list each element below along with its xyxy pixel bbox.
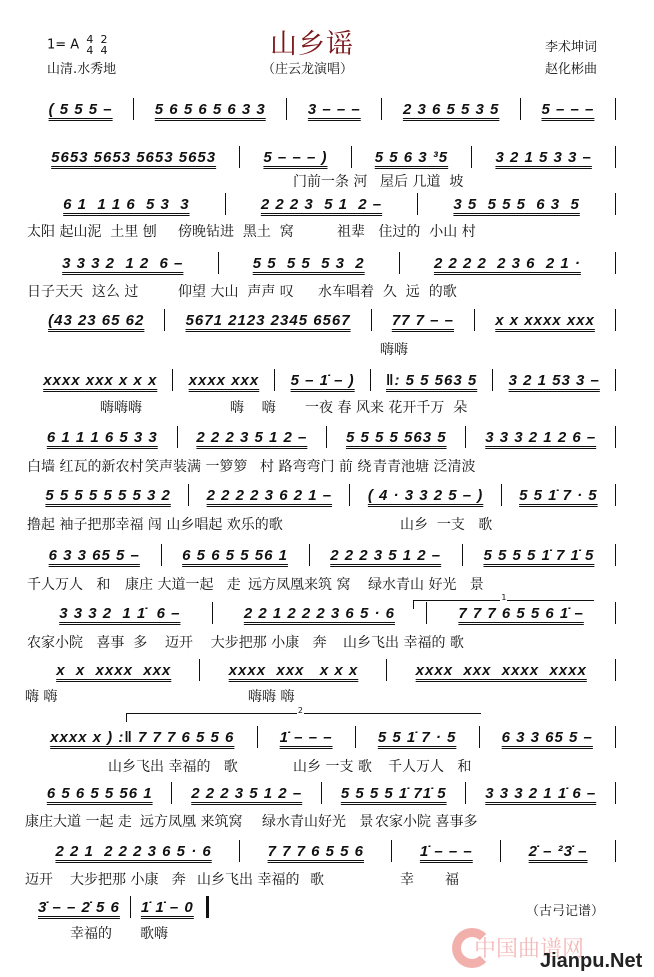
- lyric-segment: 远方凤凰来筑 窝: [248, 577, 351, 593]
- measure: 2 2 2 3 5 1 2 –: [191, 784, 303, 802]
- lyric-segment: 山乡飞出 幸福的 歌: [108, 759, 238, 775]
- volta-number: 2: [297, 706, 303, 715]
- notation-line: [28, 146, 616, 168]
- lyric-segment: 太阳 起山泥 土里 刨: [27, 224, 157, 240]
- lyric-segment: 大步把那 小康 奔: [70, 872, 186, 888]
- measure: 7 7 7 6 5 5 6: [267, 842, 364, 860]
- measure: 2 2 2 2 3 6 2 1 –: [206, 486, 333, 504]
- measure: x x xxxx xxx: [56, 661, 172, 679]
- measure: 6 3 3 65 5 –: [48, 546, 140, 564]
- measure: 6 1 1 1 6 5 3 3: [63, 195, 190, 213]
- measure: 77 7 – –: [391, 311, 455, 329]
- final-barline: [206, 896, 209, 918]
- measure: 1̇ – – –: [279, 728, 333, 746]
- composer: 赵化彬曲: [545, 62, 598, 77]
- lyric-segment: 白墙 红瓦的新农村: [27, 459, 144, 475]
- song-title: 山乡谣: [270, 29, 354, 60]
- measure: 1̇ 1̇ – 0: [140, 898, 194, 916]
- notation-line: [28, 252, 616, 274]
- measure: 2̇ – ²3̇ –: [528, 842, 588, 860]
- key-label: 1= A: [47, 37, 80, 53]
- measure: 2 2 2 3 5 1 2 –: [196, 428, 308, 446]
- measure: xxxx xxx x x x: [228, 661, 359, 679]
- measure: xxxx x ) :‖ 7 7 7 6 5 5 6: [50, 728, 235, 746]
- barline: [615, 782, 616, 804]
- measure: ( 4 · 3 3 2 5 – ): [367, 486, 484, 504]
- measure: 5 – 1̇ – ): [290, 371, 355, 389]
- watermark-cn: 中国曲谱网: [474, 937, 585, 962]
- lyric-segment: 山乡飞出 幸福的 歌: [343, 635, 464, 651]
- measure: 5 6 5 6 5 6 3 3: [154, 100, 266, 118]
- barline: [615, 726, 616, 748]
- barline: [615, 309, 616, 331]
- measure: 6 5 6 5 5 56 1: [46, 784, 153, 802]
- measure: 3 3 3 2 1 1̇ 6 –: [59, 604, 181, 622]
- measure: 5 5 5 5 1̇ 71̇ 5: [340, 784, 447, 802]
- lyric-segment: 嗨嗨: [380, 342, 408, 358]
- measure: xxxx xxx: [188, 371, 260, 389]
- barline: [615, 426, 616, 448]
- measure: 7 7 7 6 5 5 6 1̇ –: [458, 604, 584, 622]
- lyric-segment: 村 路弯弯门 前 绕: [260, 459, 372, 475]
- measure: 3 3 3 2 1 2 6 –: [485, 428, 597, 446]
- measure: 5 5 5 5 5 3 2: [252, 254, 365, 272]
- barline: [615, 146, 616, 168]
- measure: 5 5 5 5 5 5 5 3 2: [45, 486, 171, 504]
- time-sig-bottom: 4: [86, 44, 94, 57]
- measure: 3 3 3 2 1 1̇ 6 –: [485, 784, 597, 802]
- barline: [615, 369, 616, 391]
- lyric-segment: 嗨 嗨: [230, 400, 276, 416]
- notation-line: [28, 484, 616, 506]
- measure: x x xxxx xxx: [495, 311, 595, 329]
- measure: 5671 2123 2345 6567: [185, 311, 351, 329]
- lyric-segment: 幸福的: [70, 926, 112, 942]
- lyric-segment: 日子天天 这么 过: [27, 284, 139, 300]
- measure: 3̇ – – 2̇ 5 6: [38, 898, 120, 916]
- barline: [615, 98, 616, 120]
- time-sig-top: 2: [100, 33, 108, 46]
- measure: (43 23 65 62: [48, 311, 145, 329]
- notation-line: [28, 426, 616, 448]
- measure: 5 5 5 5 563 5: [346, 428, 447, 446]
- barline: [615, 484, 616, 506]
- lyric-segment: 千人万人 和: [388, 759, 472, 775]
- measure: 2 2 1 2 2 2 3 6 5 · 6: [55, 842, 212, 860]
- lyric-segment: 嗨 嗨: [25, 689, 58, 705]
- measure: 3 2 1 53 3 –: [508, 371, 600, 389]
- measure: ( 5 5 5 –: [48, 100, 113, 118]
- lyric-segment: 撸起 袖子把那幸福 闯 山乡唱起 欢乐的歌: [27, 517, 283, 533]
- lyric-segment: 幸: [400, 872, 414, 888]
- notation-line: [28, 98, 616, 120]
- notation-line: [28, 840, 616, 862]
- lyric-segment: 嗨嗨嗨: [100, 400, 142, 416]
- expression-mark: 山清.水秀地: [47, 62, 117, 77]
- volta-bracket: [413, 593, 594, 609]
- lyric-segment: 仰望 大山 声声 叹: [178, 284, 294, 300]
- lyric-segment: 嗨嗨 嗨: [248, 689, 295, 705]
- measure: 5 – – – ): [263, 148, 328, 166]
- measure: 6 5 6 5 5 56 1: [182, 546, 288, 564]
- lyric-segment: 屋后 几道 坡: [380, 174, 464, 190]
- lyric-segment: 福: [445, 872, 459, 888]
- measure: xxxx xxx x x x: [43, 371, 158, 389]
- time-sig-top: 4: [86, 33, 94, 46]
- barline: [615, 193, 616, 215]
- measure: 2 2 2 3 5 1 2 –: [330, 546, 442, 564]
- transcriber: （古弓记谱）: [526, 904, 605, 919]
- key-signature: [47, 34, 107, 56]
- measure: 2 2 1 2 2 2 3 6 5 · 6: [243, 604, 395, 622]
- time-sig-bottom: 4: [100, 44, 108, 57]
- barline: [615, 252, 616, 274]
- lyric-segment: 歌: [310, 872, 324, 888]
- measure: xxxx xxx xxxx xxxx: [415, 661, 587, 679]
- measure: 3 2 1 5 3 3 –: [495, 148, 592, 166]
- measure: 5 5 1̇ 7 · 5: [519, 486, 598, 504]
- lyric-segment: 笑声装满 一箩箩: [145, 459, 248, 475]
- notation-line: [28, 544, 616, 566]
- watermark-en: Jianpu.Net: [540, 950, 643, 972]
- lyric-segment: 山乡 一支 歌: [293, 759, 372, 775]
- measure: 6 1 1 1 6 5 3 3: [46, 428, 158, 446]
- lyric-segment: 千人万人 和: [27, 577, 111, 593]
- measure: 5 5 5 5 1̇ 7 1̇ 5: [483, 546, 595, 564]
- lyric-segment: 迈开 大步把那 小康 奔: [165, 635, 327, 651]
- lyric-segment: 山乡飞出 幸福的: [197, 872, 300, 888]
- lyric-segment: 绿水青山 好光 景: [368, 577, 484, 593]
- notation-line: [28, 782, 616, 804]
- measure: 2 3 6 5 5 3 5: [402, 100, 500, 118]
- lyric-segment: 康庄大道 一起 走: [25, 814, 132, 830]
- lyric-segment: 祖辈 住过的 小山 村: [337, 224, 476, 240]
- lyric-segment: 青青池塘 泛清波: [373, 459, 476, 475]
- measure: 3 5 5 5 5 6 3 5: [453, 195, 580, 213]
- lyricist: 李术坤词: [545, 40, 598, 55]
- notation-line: [28, 896, 209, 918]
- barline: [615, 659, 616, 681]
- lyric-segment: 迈开: [25, 872, 53, 888]
- measure: 5 5 1̇ 7 · 5: [377, 728, 457, 746]
- lyric-segment: 歌嗨: [140, 926, 168, 942]
- measure: 3 – – –: [307, 100, 361, 118]
- volta-bracket: [126, 706, 481, 722]
- notation-line: [28, 659, 616, 681]
- barline: [615, 840, 616, 862]
- measure: 5 5 6 3 ³5: [374, 148, 449, 166]
- performer: （庄云龙演唱）: [262, 62, 354, 77]
- measure: 5653 5653 5653 5653: [51, 148, 217, 166]
- lyric-segment: 绿水青山好光 景: [262, 814, 374, 830]
- lyric-segment: 康庄 大道一起 走: [125, 577, 241, 593]
- time-signature-2-4: [100, 34, 107, 56]
- lyric-segment: 一夜 春 风来 花开千万 朵: [305, 400, 468, 416]
- time-signature-4-4: [86, 34, 93, 56]
- notation-line: [28, 369, 616, 391]
- measure: 6 3 3 65 5 –: [501, 728, 593, 746]
- measure: 2 2 2 3 5 1 2 –: [260, 195, 383, 213]
- notation-line: [28, 309, 616, 331]
- lyric-segment: 远方凤凰 来筑窝: [140, 814, 243, 830]
- lyric-segment: 门前一条 河: [293, 174, 368, 190]
- lyric-segment: 农家小院 喜事多: [375, 814, 478, 830]
- measure: 5 – – –: [541, 100, 595, 118]
- measure: 3 3 3 2 1 2 6 –: [62, 254, 184, 272]
- barline: [615, 544, 616, 566]
- measure: 2 2 2 2 2 3 6 2 1 ·: [433, 254, 581, 272]
- measure: ‖: 5 5 563 5: [386, 371, 478, 389]
- lyric-segment: 山乡 一支 歌: [400, 517, 493, 533]
- lyric-segment: 农家小院 喜事 多: [27, 635, 148, 651]
- measure: 1̇ – – –: [419, 842, 473, 860]
- notation-line: [28, 193, 616, 215]
- lyric-segment: 傍晚钻进 黑土 窝: [178, 224, 294, 240]
- barline: [615, 602, 616, 624]
- lyric-segment: 水车唱着 久 远 的歌: [318, 284, 457, 300]
- volta-number: 1: [501, 593, 507, 602]
- notation-line: [28, 726, 616, 748]
